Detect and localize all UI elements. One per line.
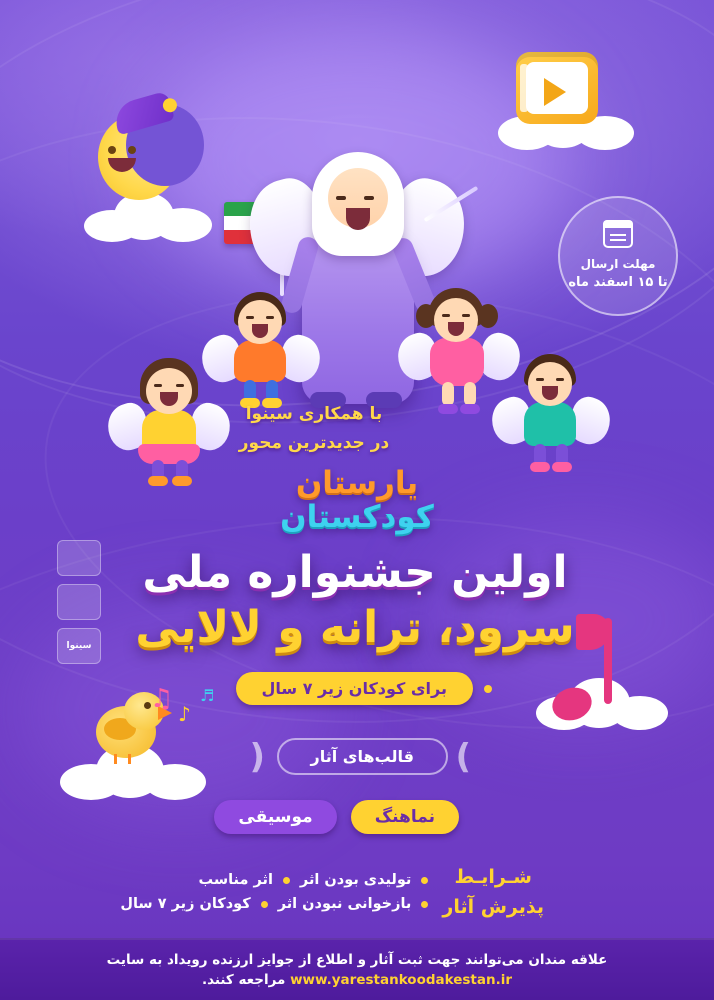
music-note-icon: ♬ — [200, 686, 215, 705]
decorative-dot — [484, 685, 492, 693]
deadline-line-1: مهلت ارسال — [580, 256, 656, 271]
collaboration-line-1: با همکاری سینوا — [245, 404, 383, 424]
bullet-dot-icon — [421, 877, 428, 884]
footer-bar — [0, 938, 714, 1000]
conditions-row — [120, 872, 428, 888]
title-line-1: اولین جشنواره ملی — [142, 547, 568, 598]
deadline-line-2: تا ۱۵ اسفند ماه — [568, 274, 668, 290]
conditions-section — [114, 862, 544, 923]
calendar-icon — [603, 220, 633, 248]
conditions-label-line-1: شـرایـط — [454, 866, 532, 888]
conditions-label-line-2: پذیرش آثار — [442, 896, 544, 919]
footer-text — [0, 950, 714, 991]
footer-text-before: علاقه مندان می‌توانند جهت ثبت آثار و اطلاع از جوایز ارزنده رویداد به سایت — [106, 951, 608, 968]
sinva-logo: سینوا — [57, 628, 101, 664]
conditions-list — [120, 872, 428, 912]
big-music-note-icon — [526, 612, 636, 742]
child-figure-boy-orange — [210, 292, 314, 412]
title-line-2: سرود، ترانه و لالایی — [135, 601, 575, 653]
video-play-icon — [502, 52, 622, 162]
page-title — [116, 548, 594, 653]
formats-list — [214, 800, 459, 834]
deadline-badge — [558, 196, 678, 316]
format-chip-music[interactable]: موسیقی — [214, 800, 336, 834]
subtitle-badge: برای کودکان زیر ۷ سال — [236, 672, 473, 705]
footer-text-after: مراجعه کنند. — [201, 972, 286, 988]
collaboration-line-2: در جدیدترین محور — [238, 432, 390, 453]
music-note-icon: ♫ — [150, 684, 174, 714]
conditions-label — [442, 862, 544, 923]
condition-item: اثر مناسب — [198, 872, 273, 889]
smiling-moon-icon — [92, 104, 188, 208]
format-chip-nahang[interactable]: نماهنگ — [351, 800, 459, 834]
formats-heading: قالب‌های آثار — [277, 738, 448, 775]
brand-line-1: یارستان — [295, 465, 419, 501]
bullet-dot-icon — [421, 901, 428, 908]
brand-line-2: کودکستان — [280, 499, 434, 535]
website-url[interactable]: www.yarestankoodakestan.ir — [290, 972, 513, 988]
logo-strip — [44, 540, 114, 672]
institution-logo — [57, 584, 101, 620]
music-note-icon: ♪ — [178, 702, 191, 726]
iran-emblem-logo — [57, 540, 101, 576]
bullet-dot-icon — [261, 901, 268, 908]
condition-item: کودکان زیر ۷ سال — [120, 896, 251, 913]
brace-decoration: ) — [455, 737, 471, 777]
brace-decoration: ( — [249, 737, 265, 777]
brand-lockup — [262, 465, 452, 535]
conditions-row — [120, 896, 428, 912]
bullet-dot-icon — [283, 877, 290, 884]
condition-item: بازخوانی نبودن اثر — [277, 896, 412, 913]
collaboration-note — [214, 400, 414, 458]
child-figure-girl-yellow — [118, 358, 222, 484]
child-figure-boy-teal — [500, 354, 604, 482]
condition-item: تولیدی بودن اثر — [299, 872, 412, 889]
